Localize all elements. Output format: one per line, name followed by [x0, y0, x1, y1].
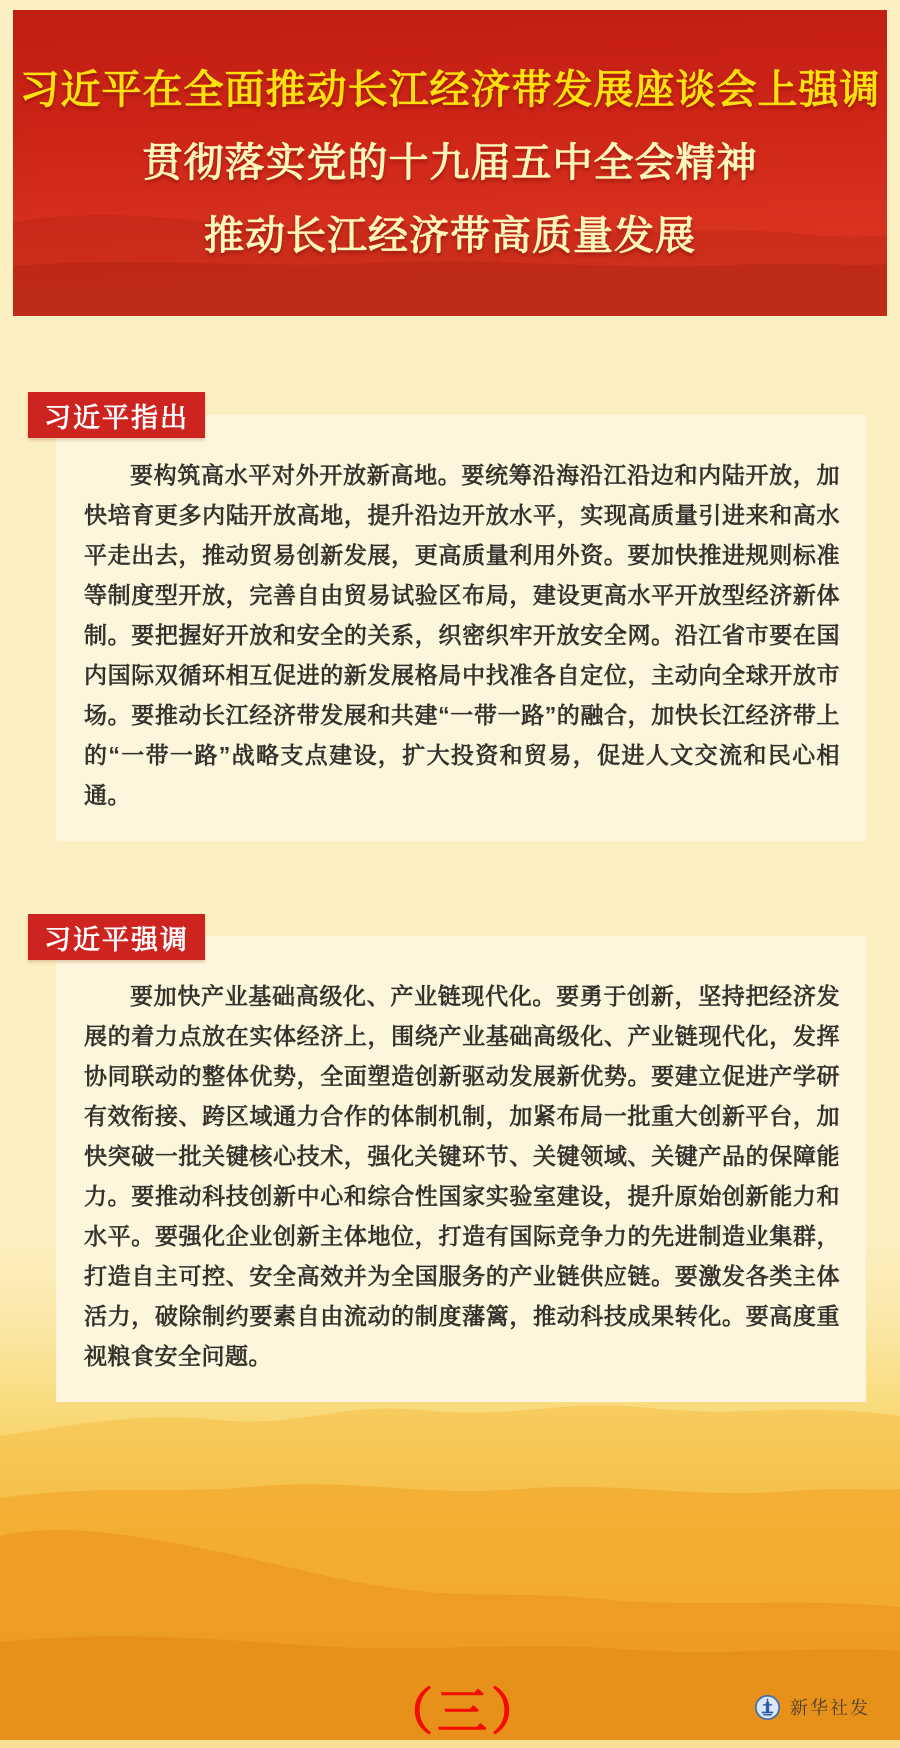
section-body-xi-pointed-out — [56, 415, 866, 841]
paragraph-industry-innovation: 要加快产业基础高级化、产业链现代化。要勇于创新，坚持把经济发展的着力点放在实体经济上，围绕产业基础高级化、产业链现代化，发挥协同联动的整体优势，全面塑造创新驱动发展新优势。要建立促进产学研有效衔接、跨区域通力合作的体制机制，加紧布局一批重大创新平台，加快突破一批关键核心技术，强化关键环节、关键领域、关键产品的保障能力。要推动科技创新中心和综合性国家实验室建设，提升原始创新能力和水平。要强化企业创新主体地位，打造有国际竞争力的先进制造业集群，打造自主可控、安全高效并为全国服务的产业链供应链。要激发各类主体活力，破除制约要素自由流动的制度藩篱，推动科技成果转化。要高度重视粮食安全问题。 — [84, 983, 840, 1369]
credit-text: 新华社发 — [790, 1698, 870, 1718]
xinhua-logo-icon — [755, 1695, 780, 1720]
section-label-xi-pointed-out: 习近平指出 — [28, 392, 205, 438]
paragraph-opening-up: 要构筑高水平对外开放新高地。要统筹沿海沿江沿边和内陆开放，加快培育更多内陆开放高地，提升沿边开放水平，实现高质量引进来和高水平走出去，推动贸易创新发展，更高质量利用外资。要加快推进规则标准等制度型开放，完善自由贸易试验区布局，建设更高水平开放型经济新体制。要把握好开放和安全的关系，织密织牢开放安全网。沿江省市要在国内国际双循环相互促进的新发展格局中找准各自定位，主动向全球开放市场。要推动长江经济带发展和共建“一带一路”的融合，加快长江经济带上的“一带一路”战略支点建设，扩大投资和贸易，促进人文交流和民心相通。 — [84, 462, 840, 808]
headline-banner — [13, 10, 887, 316]
banner-title-line-3: 推动长江经济带高质量发展 — [204, 214, 696, 258]
page-number-marker: （三） — [383, 1684, 545, 1740]
banner-title-line-1: 习近平在全面推动长江经济带发展座谈会上强调 — [19, 68, 881, 112]
news-agency-credit — [755, 1694, 870, 1720]
banner-titles — [13, 10, 887, 316]
banner-title-line-2: 贯彻落实党的十九届五中全会精神 — [142, 141, 758, 185]
section-label-xi-stressed: 习近平强调 — [28, 914, 205, 960]
section-body-xi-stressed — [56, 936, 866, 1402]
